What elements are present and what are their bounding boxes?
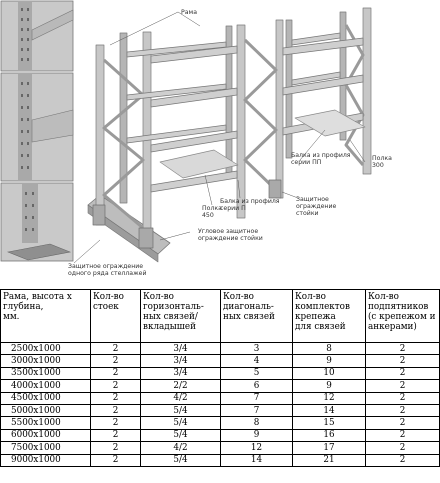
table-row — [1, 343, 440, 355]
cell-horizontal: 5/4 — [141, 404, 221, 416]
cell-footplates: 2 — [366, 454, 440, 466]
header-fasteners: Кол-во комплектов крепежа для связей — [293, 290, 366, 343]
label-beam-pp: Балка из профиля серии ПП — [291, 152, 351, 166]
cell-footplates: 2 — [366, 429, 440, 441]
label-shelf-450: Полка 450 — [202, 205, 222, 219]
cell-uprights: 2 — [91, 343, 141, 355]
cell-diagonal: 7 — [221, 404, 293, 416]
cell-uprights: 2 — [91, 429, 141, 441]
cell-diagonal: 6 — [221, 380, 293, 392]
cell-horizontal: 3/4 — [141, 367, 221, 379]
cell-footplates: 2 — [366, 392, 440, 404]
cell-horizontal: 3/4 — [141, 355, 221, 367]
label-corner-guard: Угловое защитное ограждение стойки — [198, 228, 263, 242]
cell-diagonal: 7 — [221, 392, 293, 404]
label-rama: Рама — [181, 9, 197, 16]
cell-frame-size: 5000х1000 — [1, 404, 91, 416]
cell-diagonal: 9 — [221, 429, 293, 441]
cell-horizontal: 4/2 — [141, 392, 221, 404]
cell-footplates: 2 — [366, 367, 440, 379]
label-guard-rack: Защитное ограждение стойки — [296, 196, 337, 217]
cell-footplates: 2 — [366, 343, 440, 355]
cell-uprights: 2 — [91, 367, 141, 379]
header-footplates: Кол-во подпятников (с крепежом и анкерами) — [366, 290, 440, 343]
cell-fasteners: 9 — [293, 380, 366, 392]
cell-frame-size: 7500х1000 — [1, 442, 91, 454]
cell-frame-size: 3000х1000 — [1, 355, 91, 367]
cell-fasteners: 12 — [293, 392, 366, 404]
header-uprights: Кол-во стоек — [91, 290, 141, 343]
cell-footplates: 2 — [366, 417, 440, 429]
header-diagonal: Кол-во диагональ- ных связей — [221, 290, 293, 343]
cell-fasteners: 21 — [293, 454, 366, 466]
spec-table — [0, 289, 440, 467]
cell-fasteners: 9 — [293, 355, 366, 367]
cell-horizontal: 3/4 — [141, 343, 221, 355]
cell-frame-size: 9000х1000 — [1, 454, 91, 466]
cell-diagonal: 14 — [221, 454, 293, 466]
cell-uprights: 2 — [91, 442, 141, 454]
table-header-row — [1, 290, 440, 343]
cell-diagonal: 3 — [221, 343, 293, 355]
table-row — [1, 355, 440, 367]
cell-fasteners: 16 — [293, 429, 366, 441]
cell-uprights: 2 — [91, 392, 141, 404]
cell-fasteners: 10 — [293, 367, 366, 379]
table-row — [1, 454, 440, 466]
cell-uprights: 2 — [91, 417, 141, 429]
table-row — [1, 380, 440, 392]
cell-frame-size: 4500х1000 — [1, 392, 91, 404]
table-row — [1, 429, 440, 441]
cell-frame-size: 5500х1000 — [1, 417, 91, 429]
label-guard-row: Защитное ограждение одного ряда стеллажей — [68, 263, 147, 277]
table-row — [1, 367, 440, 379]
cell-horizontal: 5/4 — [141, 429, 221, 441]
cell-diagonal: 5 — [221, 367, 293, 379]
header-horizontal: Кол-во горизонталь- ных связей/ вкладышей — [141, 290, 221, 343]
cell-footplates: 2 — [366, 380, 440, 392]
cell-diagonal: 4 — [221, 355, 293, 367]
header-frame: Рама, высота х глубина, мм. — [1, 290, 91, 343]
cell-uprights: 2 — [91, 355, 141, 367]
cell-uprights: 2 — [91, 454, 141, 466]
cell-diagonal: 12 — [221, 442, 293, 454]
label-beam-p: Балка из профиля серии П — [220, 198, 280, 212]
cell-footplates: 2 — [366, 355, 440, 367]
detail-thumbnails — [1, 1, 73, 261]
cell-diagonal: 8 — [221, 417, 293, 429]
cell-uprights: 2 — [91, 380, 141, 392]
label-shelf-300: Полка 300 — [372, 155, 392, 169]
cell-horizontal: 5/4 — [141, 417, 221, 429]
table-row — [1, 442, 440, 454]
table-row — [1, 392, 440, 404]
table-row — [1, 417, 440, 429]
table-row — [1, 404, 440, 416]
cell-horizontal: 5/4 — [141, 454, 221, 466]
cell-fasteners: 14 — [293, 404, 366, 416]
cell-frame-size: 3500х1000 — [1, 367, 91, 379]
cell-horizontal: 2/2 — [141, 380, 221, 392]
cell-horizontal: 4/2 — [141, 442, 221, 454]
cell-fasteners: 8 — [293, 343, 366, 355]
cell-frame-size: 4000х1000 — [1, 380, 91, 392]
cell-uprights: 2 — [91, 404, 141, 416]
cell-footplates: 2 — [366, 404, 440, 416]
cell-frame-size: 2500х1000 — [1, 343, 91, 355]
cell-footplates: 2 — [366, 442, 440, 454]
cell-fasteners: 17 — [293, 442, 366, 454]
cell-frame-size: 6000х1000 — [1, 429, 91, 441]
cell-fasteners: 15 — [293, 417, 366, 429]
spec-table-container — [0, 289, 440, 467]
table-body — [1, 343, 440, 467]
